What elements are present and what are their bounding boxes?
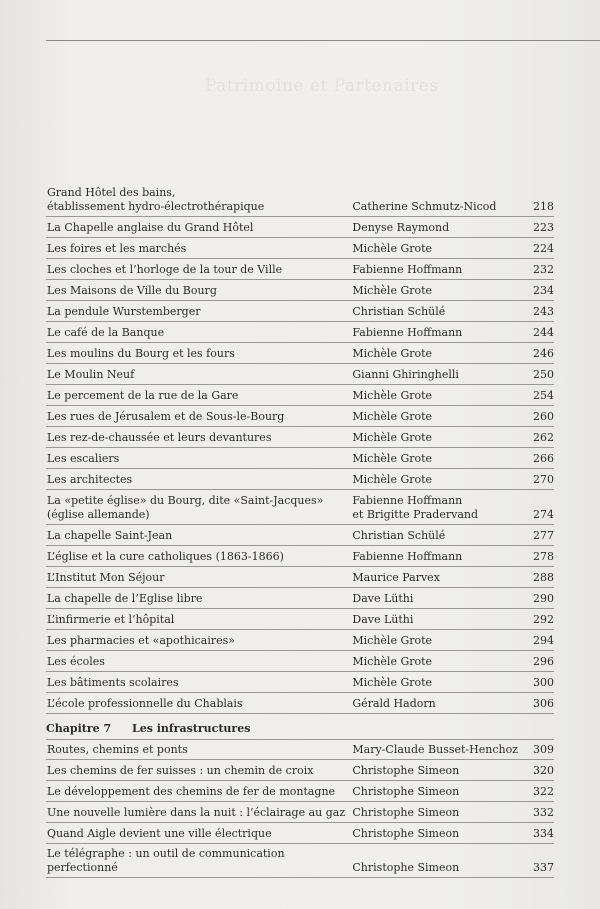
entry-author: Michèle Grote	[352, 676, 433, 689]
toc-row	[46, 469, 554, 490]
entry-author: Gianni Ghiringhelli	[352, 368, 459, 381]
entry-author: Michèle Grote	[352, 389, 433, 402]
entry-author: Maurice Parvex	[352, 571, 440, 584]
chapter-toc-list	[46, 739, 554, 878]
entry-author: Fabienne Hoffmann et Brigitte Pradervand	[352, 494, 479, 521]
entry-title: Les pharmacies et «apothicaires»	[47, 634, 235, 647]
toc-row	[46, 693, 554, 714]
entry-title: Le développement des chemins de fer de montagne	[47, 785, 336, 798]
toc-row	[46, 802, 554, 823]
entry-page: 224	[533, 242, 554, 255]
entry-author: Christophe Simeon	[352, 785, 460, 798]
entry-title: Les cloches et l’horloge de la tour de Ville	[47, 263, 283, 276]
entry-page: 266	[533, 452, 554, 465]
entry-page: 309	[533, 743, 554, 756]
entry-title: L’église et la cure catholiques (1863-1866)	[47, 550, 284, 563]
entry-page: 334	[533, 827, 554, 840]
toc-row	[46, 760, 554, 781]
entry-author: Michèle Grote	[352, 284, 433, 297]
toc-row	[46, 490, 554, 525]
entry-title: Les écoles	[47, 655, 105, 668]
entry-title: L’Institut Mon Séjour	[47, 571, 165, 584]
entry-author: Christophe Simeon	[352, 827, 460, 840]
entry-page: 223	[533, 221, 554, 234]
entry-title: Le percement de la rue de la Gare	[47, 389, 239, 402]
entry-title: Les rez-de-chaussée et leurs devantures	[47, 431, 272, 444]
entry-title: La pendule Wurstemberger	[47, 305, 201, 318]
entry-author: Michèle Grote	[352, 410, 433, 423]
entry-author: Michèle Grote	[352, 473, 433, 486]
toc-row	[46, 823, 554, 844]
entry-author: Christian Schülé	[352, 529, 446, 542]
toc-row	[46, 739, 554, 760]
entry-page: 254	[533, 389, 554, 402]
entry-author: Fabienne Hoffmann	[352, 550, 463, 563]
entry-page: 244	[533, 326, 554, 339]
toc-row	[46, 217, 554, 238]
entry-title: La «petite église» du Bourg, dite «Saint-Jacques» (église allemande)	[47, 494, 324, 521]
toc-row	[46, 781, 554, 802]
toc-row	[46, 238, 554, 259]
entry-title: La Chapelle anglaise du Grand Hôtel	[47, 221, 254, 234]
entry-page: 277	[533, 529, 554, 542]
toc-row	[46, 427, 554, 448]
entry-title: La chapelle de l’Eglise libre	[47, 592, 203, 605]
chapter-title: Les infrastructures	[132, 722, 251, 735]
entry-title: Les bâtiments scolaires	[47, 676, 179, 689]
entry-page: 270	[533, 473, 554, 486]
entry-title: Le télégraphe : un outil de communication perfectionné	[47, 847, 285, 874]
entry-page: 232	[533, 263, 554, 276]
entry-page: 322	[533, 785, 554, 798]
entry-title: La chapelle Saint-Jean	[47, 529, 173, 542]
entry-page: 288	[533, 571, 554, 584]
toc-row	[46, 364, 554, 385]
toc-row	[46, 301, 554, 322]
entry-title: Les chemins de fer suisses : un chemin de croix	[47, 764, 314, 777]
entry-title: Grand Hôtel des bains, établissement hydro-électrothérapique	[47, 186, 265, 213]
entry-title: L’école professionnelle du Chablais	[47, 697, 243, 710]
entry-author: Fabienne Hoffmann	[352, 326, 463, 339]
entry-author: Christian Schülé	[352, 305, 446, 318]
entry-page: 218	[533, 200, 554, 213]
entry-page: 337	[533, 861, 554, 874]
entry-title: Les rues de Jérusalem et de Sous-le-Bourg	[47, 410, 285, 423]
toc-row	[46, 182, 554, 217]
entry-title: Les escaliers	[47, 452, 120, 465]
chapter-heading	[46, 722, 554, 740]
entry-page: 243	[533, 305, 554, 318]
toc-row	[46, 406, 554, 427]
entry-page: 296	[533, 655, 554, 668]
entry-title: Les Maisons de Ville du Bourg	[47, 284, 217, 297]
toc-row	[46, 567, 554, 588]
entry-author: Christophe Simeon	[352, 764, 460, 777]
toc-row	[46, 322, 554, 343]
entry-page: 278	[533, 550, 554, 563]
toc-row	[46, 651, 554, 672]
entry-author: Michèle Grote	[352, 347, 433, 360]
entry-page: 262	[533, 431, 554, 444]
entry-title: Quand Aigle devient une ville électrique	[47, 827, 272, 840]
entry-page: 332	[533, 806, 554, 819]
entry-title: L’infirmerie et l’hôpital	[47, 613, 175, 626]
entry-author: Catherine Schmutz-Nicod	[352, 200, 497, 213]
entry-author: Christophe Simeon	[352, 861, 460, 874]
entry-title: Routes, chemins et ponts	[47, 743, 188, 756]
entry-title: Une nouvelle lumière dans la nuit : l’éclairage au gaz	[47, 806, 346, 819]
entry-title: Les architectes	[47, 473, 133, 486]
entry-page: 320	[533, 764, 554, 777]
entry-author: Christophe Simeon	[352, 806, 460, 819]
entry-page: 290	[533, 592, 554, 605]
entry-page: 250	[533, 368, 554, 381]
toc-row	[46, 630, 554, 651]
entry-page: 300	[533, 676, 554, 689]
entry-page: 306	[533, 697, 554, 710]
toc-row	[46, 844, 554, 878]
entry-author: Fabienne Hoffmann	[352, 263, 463, 276]
entry-title: Le Moulin Neuf	[47, 368, 135, 381]
entry-author: Dave Lüthi	[352, 613, 414, 626]
toc-row	[46, 343, 554, 364]
entry-author: Mary-Claude Busset-Henchoz	[352, 743, 518, 756]
toc-row	[46, 259, 554, 280]
toc-row	[46, 588, 554, 609]
entry-page: 274	[533, 508, 554, 521]
toc-list	[46, 182, 554, 714]
chapter-number: Chapitre 7	[46, 722, 112, 735]
toc-row	[46, 448, 554, 469]
entry-page: 234	[533, 284, 554, 297]
entry-author: Michèle Grote	[352, 655, 433, 668]
entry-author: Michèle Grote	[352, 452, 433, 465]
toc-row	[46, 385, 554, 406]
toc-row	[46, 546, 554, 567]
entry-author: Michèle Grote	[352, 634, 433, 647]
entry-title: Les moulins du Bourg et les fours	[47, 347, 235, 360]
entry-page: 246	[533, 347, 554, 360]
top-rule	[46, 40, 600, 41]
entry-author: Michèle Grote	[352, 242, 433, 255]
entry-page: 294	[533, 634, 554, 647]
entry-page: 260	[533, 410, 554, 423]
toc-row	[46, 609, 554, 630]
entry-author: Dave Lüthi	[352, 592, 414, 605]
toc-row	[46, 280, 554, 301]
entry-author: Denyse Raymond	[352, 221, 450, 234]
entry-author: Michèle Grote	[352, 431, 433, 444]
entry-page: 292	[533, 613, 554, 626]
show-through-heading: Patrimoine et Partenaires	[205, 76, 439, 96]
entry-title: Le café de la Banque	[47, 326, 165, 339]
entry-author: Gérald Hadorn	[352, 697, 436, 710]
toc-row	[46, 672, 554, 693]
toc-row	[46, 525, 554, 546]
entry-title: Les foires et les marchés	[47, 242, 187, 255]
